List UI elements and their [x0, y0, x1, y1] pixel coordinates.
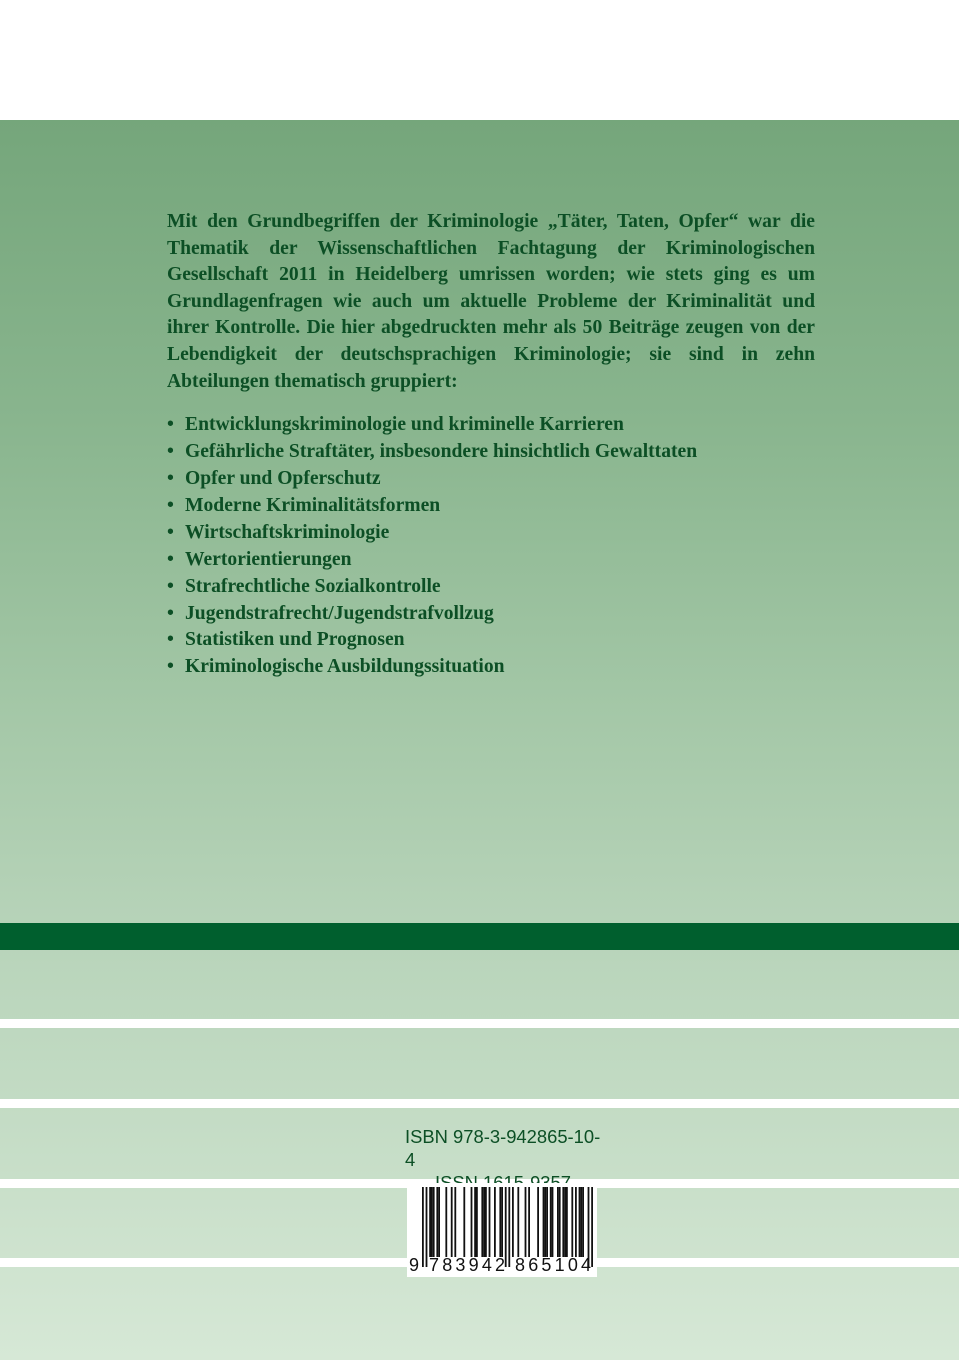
barcode-digit-group-left: 783942 — [429, 1255, 509, 1275]
ean-barcode — [407, 1183, 597, 1277]
barcode-bar — [566, 1187, 568, 1257]
barcode-lead-digit: 9 — [409, 1255, 420, 1275]
list-item — [167, 466, 815, 493]
list-item — [167, 547, 815, 574]
barcode-bar — [580, 1187, 582, 1257]
topic-label: Kriminologische Ausbildungssituation — [185, 656, 505, 678]
barcode-bar — [546, 1187, 548, 1257]
bullet-icon: • — [167, 575, 174, 597]
bullet-icon: • — [167, 467, 174, 489]
barcode-bar — [550, 1187, 552, 1257]
barcode-bar — [557, 1187, 559, 1257]
bullet-icon: • — [167, 494, 174, 516]
bullet-icon: • — [167, 441, 174, 463]
list-item — [167, 627, 815, 654]
barcode-bar — [552, 1187, 554, 1257]
barcode-digit-group-right: 865104 — [515, 1255, 595, 1275]
barcode-bar — [463, 1187, 465, 1257]
barcode-bar — [564, 1187, 566, 1257]
intro-paragraph: Mit den Grundbegriffen der Kriminologie „Täter, Taten, Opfer“ war die Thematik der Wissenschaftlichen Fachtagung der Kriminologischen Gesellschaft 2011 in Heidelberg umrissen worden; wie stets ging es um Grundlagenfragen wie auch um aktuelle Probleme der Kriminalität und ihrer Kontrolle. Die hier abgedruckten mehr als 50 Beiträge zeugen von der Lebendigkeit der deutschsprachigen Kriminologie; sie sind in zehn Abteilungen thematisch gruppiert: — [167, 211, 815, 392]
barcode-bar — [429, 1187, 431, 1257]
topic-label: Wirtschaftskriminologie — [185, 521, 390, 543]
bullet-icon: • — [167, 629, 174, 651]
list-item — [167, 412, 815, 439]
blurb-text-block — [167, 209, 815, 681]
topic-list — [167, 412, 815, 681]
barcode-digits — [407, 1253, 597, 1277]
list-item — [167, 654, 815, 681]
barcode-bar — [543, 1187, 545, 1257]
barcode-bar — [433, 1187, 435, 1257]
barcode-bar — [481, 1187, 483, 1257]
white-stripe — [0, 1099, 959, 1108]
list-item — [167, 439, 815, 466]
barcode-bar — [489, 1187, 491, 1257]
list-item — [167, 493, 815, 520]
white-stripe — [0, 1019, 959, 1028]
barcode-bar — [494, 1187, 496, 1257]
barcode-bar — [454, 1187, 456, 1257]
barcode-bar — [501, 1187, 503, 1257]
bullet-icon: • — [167, 656, 174, 678]
bullet-icon: • — [167, 602, 174, 624]
list-item — [167, 520, 815, 547]
top-margin — [0, 0, 959, 120]
bullet-icon: • — [167, 521, 174, 543]
topic-label: Moderne Kriminalitätsformen — [185, 494, 441, 516]
topic-label: Opfer und Opferschutz — [185, 467, 381, 489]
list-item — [167, 574, 815, 601]
barcode-bar — [499, 1187, 501, 1257]
barcode-bar — [537, 1187, 539, 1257]
barcode-bar — [575, 1187, 577, 1257]
barcode-bar — [431, 1187, 433, 1257]
dark-green-band — [0, 923, 959, 950]
barcode-bar — [512, 1187, 514, 1257]
list-item — [167, 601, 815, 628]
topic-label: Wertorientierungen — [185, 548, 352, 570]
barcode-bar — [451, 1187, 453, 1257]
barcode-bar — [562, 1187, 564, 1257]
isbn-number: ISBN 978-3-942865-10-4 — [405, 1126, 601, 1170]
barcode-bar — [485, 1187, 487, 1257]
barcode-bar — [559, 1187, 561, 1257]
barcode-bar — [436, 1187, 438, 1257]
barcode-bar — [483, 1187, 485, 1257]
bullet-icon: • — [167, 548, 174, 570]
barcode-bar — [571, 1187, 573, 1257]
barcode-bar — [525, 1187, 527, 1257]
barcode-bar — [438, 1187, 440, 1257]
topic-label: Entwicklungskriminologie und kriminelle Karrieren — [185, 414, 624, 436]
barcode-bar — [582, 1187, 584, 1257]
topic-label: Strafrechtliche Sozialkontrolle — [185, 575, 441, 597]
barcode-bar — [471, 1187, 473, 1257]
barcode-bar — [544, 1187, 546, 1257]
topic-label: Statistiken und Prognosen — [185, 629, 405, 651]
barcode-bar — [474, 1187, 476, 1257]
topic-label: Jugendstrafrecht/Jugendstrafvollzug — [185, 602, 494, 624]
barcode-bar — [445, 1187, 447, 1257]
barcode-bar — [528, 1187, 530, 1257]
barcode-bar — [517, 1187, 519, 1257]
barcode-bar — [579, 1187, 581, 1257]
bullet-icon: • — [167, 414, 174, 436]
barcode-bar — [476, 1187, 478, 1257]
topic-label: Gefährliche Straftäter, insbesondere hinsichtlich Gewalttaten — [185, 441, 698, 463]
